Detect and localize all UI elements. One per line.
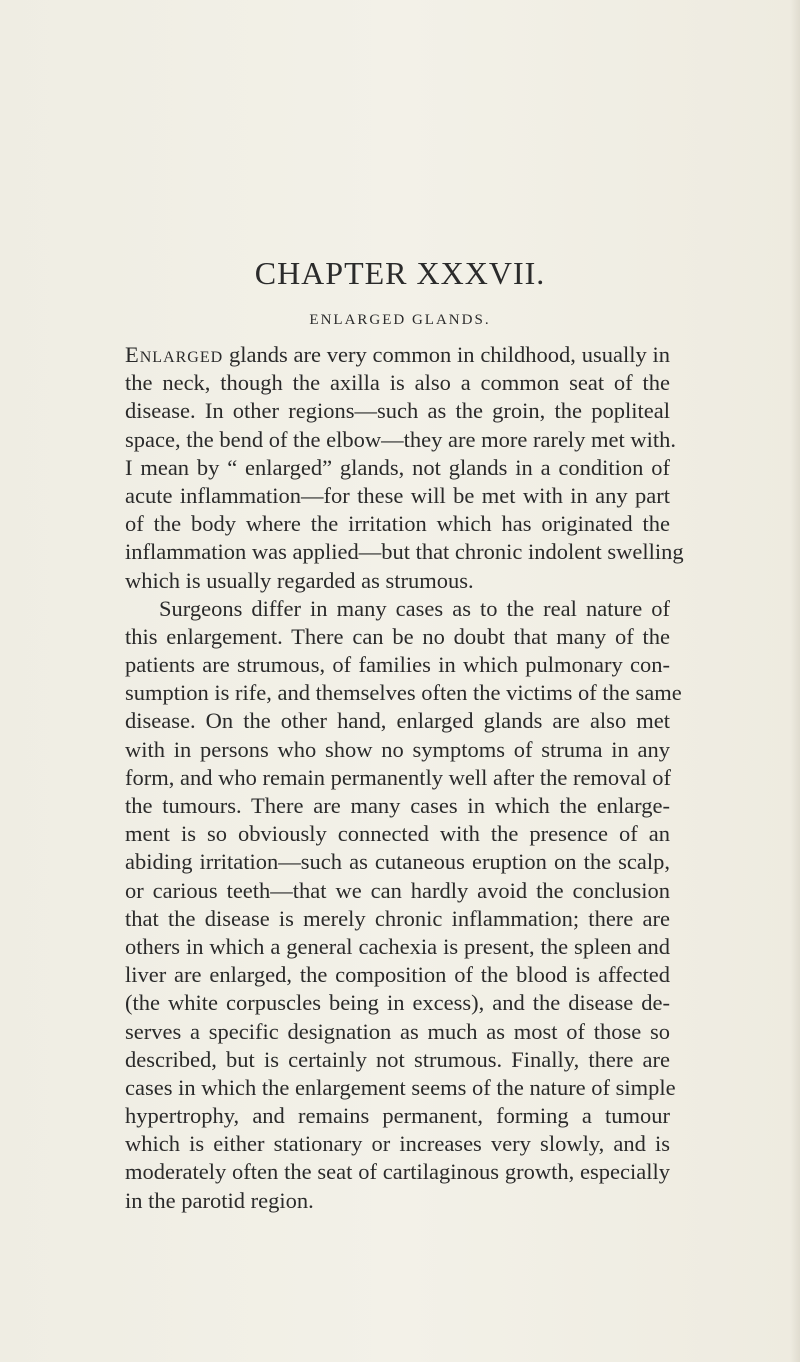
text-line: space, the bend of the elbow—they are more rarely met with. <box>125 426 677 452</box>
text-line: which is either stationary or increases very slowly, and is <box>125 1131 670 1157</box>
section-title: ENLARGED GLANDS. <box>309 312 491 328</box>
text-line-content: glands are very common in childhood, usually in <box>223 342 670 367</box>
text-line: I mean by “ enlarged” glands, not glands in a condition of <box>125 454 670 480</box>
text-line: abiding irritation—such as cutaneous eruption on the scalp, <box>125 849 670 875</box>
text-line: others in which a general cachexia is present, the spleen and <box>125 933 670 959</box>
text-line: acute inflammation—for these will be met with in any part <box>125 482 670 508</box>
text-line: cases in which the enlargement seems of the nature of simple <box>125 1074 676 1100</box>
text-line: described, but is certainly not strumous. Finally, there are <box>125 1046 670 1072</box>
text-line: patients are strumous, of families in which pulmonary con- <box>125 652 670 678</box>
text-line: disease. In other regions—such as the groin, the popliteal <box>125 398 670 424</box>
text-line: disease. On the other hand, enlarged glands are also met <box>125 708 670 734</box>
text-line: sumption is rife, and themselves often the victims of the same <box>125 680 682 706</box>
text-line: the tumours. There are many cases in which the enlarge- <box>125 793 670 818</box>
text-line: liver are enlarged, the composition of the blood is affected <box>125 962 670 988</box>
text-line: (the white corpuscles being in excess), and the disease de- <box>125 990 670 1016</box>
text-line: the neck, though the axilla is also a common seat of the <box>125 370 670 396</box>
text-line: that the disease is merely chronic inflammation; there are <box>125 905 670 931</box>
chapter-title: CHAPTER XXXVII. <box>254 255 546 291</box>
text-line: this enlargement. There can be no doubt that many of the <box>125 623 670 649</box>
text-line <box>125 341 670 369</box>
page-edge-shadow <box>790 0 800 1362</box>
text-line: Surgeons differ in many cases as to the real nature of <box>159 595 670 621</box>
lead-word: Enlarged <box>125 342 224 367</box>
text-line: ment is so obviously connected with the presence of an <box>125 821 670 847</box>
text-line: hypertrophy, and remains permanent, forming a tumour <box>125 1103 670 1129</box>
text-line: form, and who remain permanently well after the removal of <box>125 764 672 790</box>
text-line: which is usually regarded as strumous. <box>125 567 474 593</box>
text-line: or carious teeth—that we can hardly avoid the conclusion <box>125 877 670 903</box>
text-line: with in persons who show no symptoms of struma in any <box>125 736 670 762</box>
text-line: moderately often the seat of cartilaginous growth, especially <box>125 1159 670 1185</box>
text-line: serves a specific designation as much as most of those so <box>125 1018 670 1044</box>
text-line: inflammation was applied—but that chronic indolent swelling <box>125 539 684 565</box>
body-text <box>125 341 684 1215</box>
text-line: of the body where the irritation which has originated the <box>125 511 670 537</box>
text-line: in the parotid region. <box>125 1187 314 1213</box>
